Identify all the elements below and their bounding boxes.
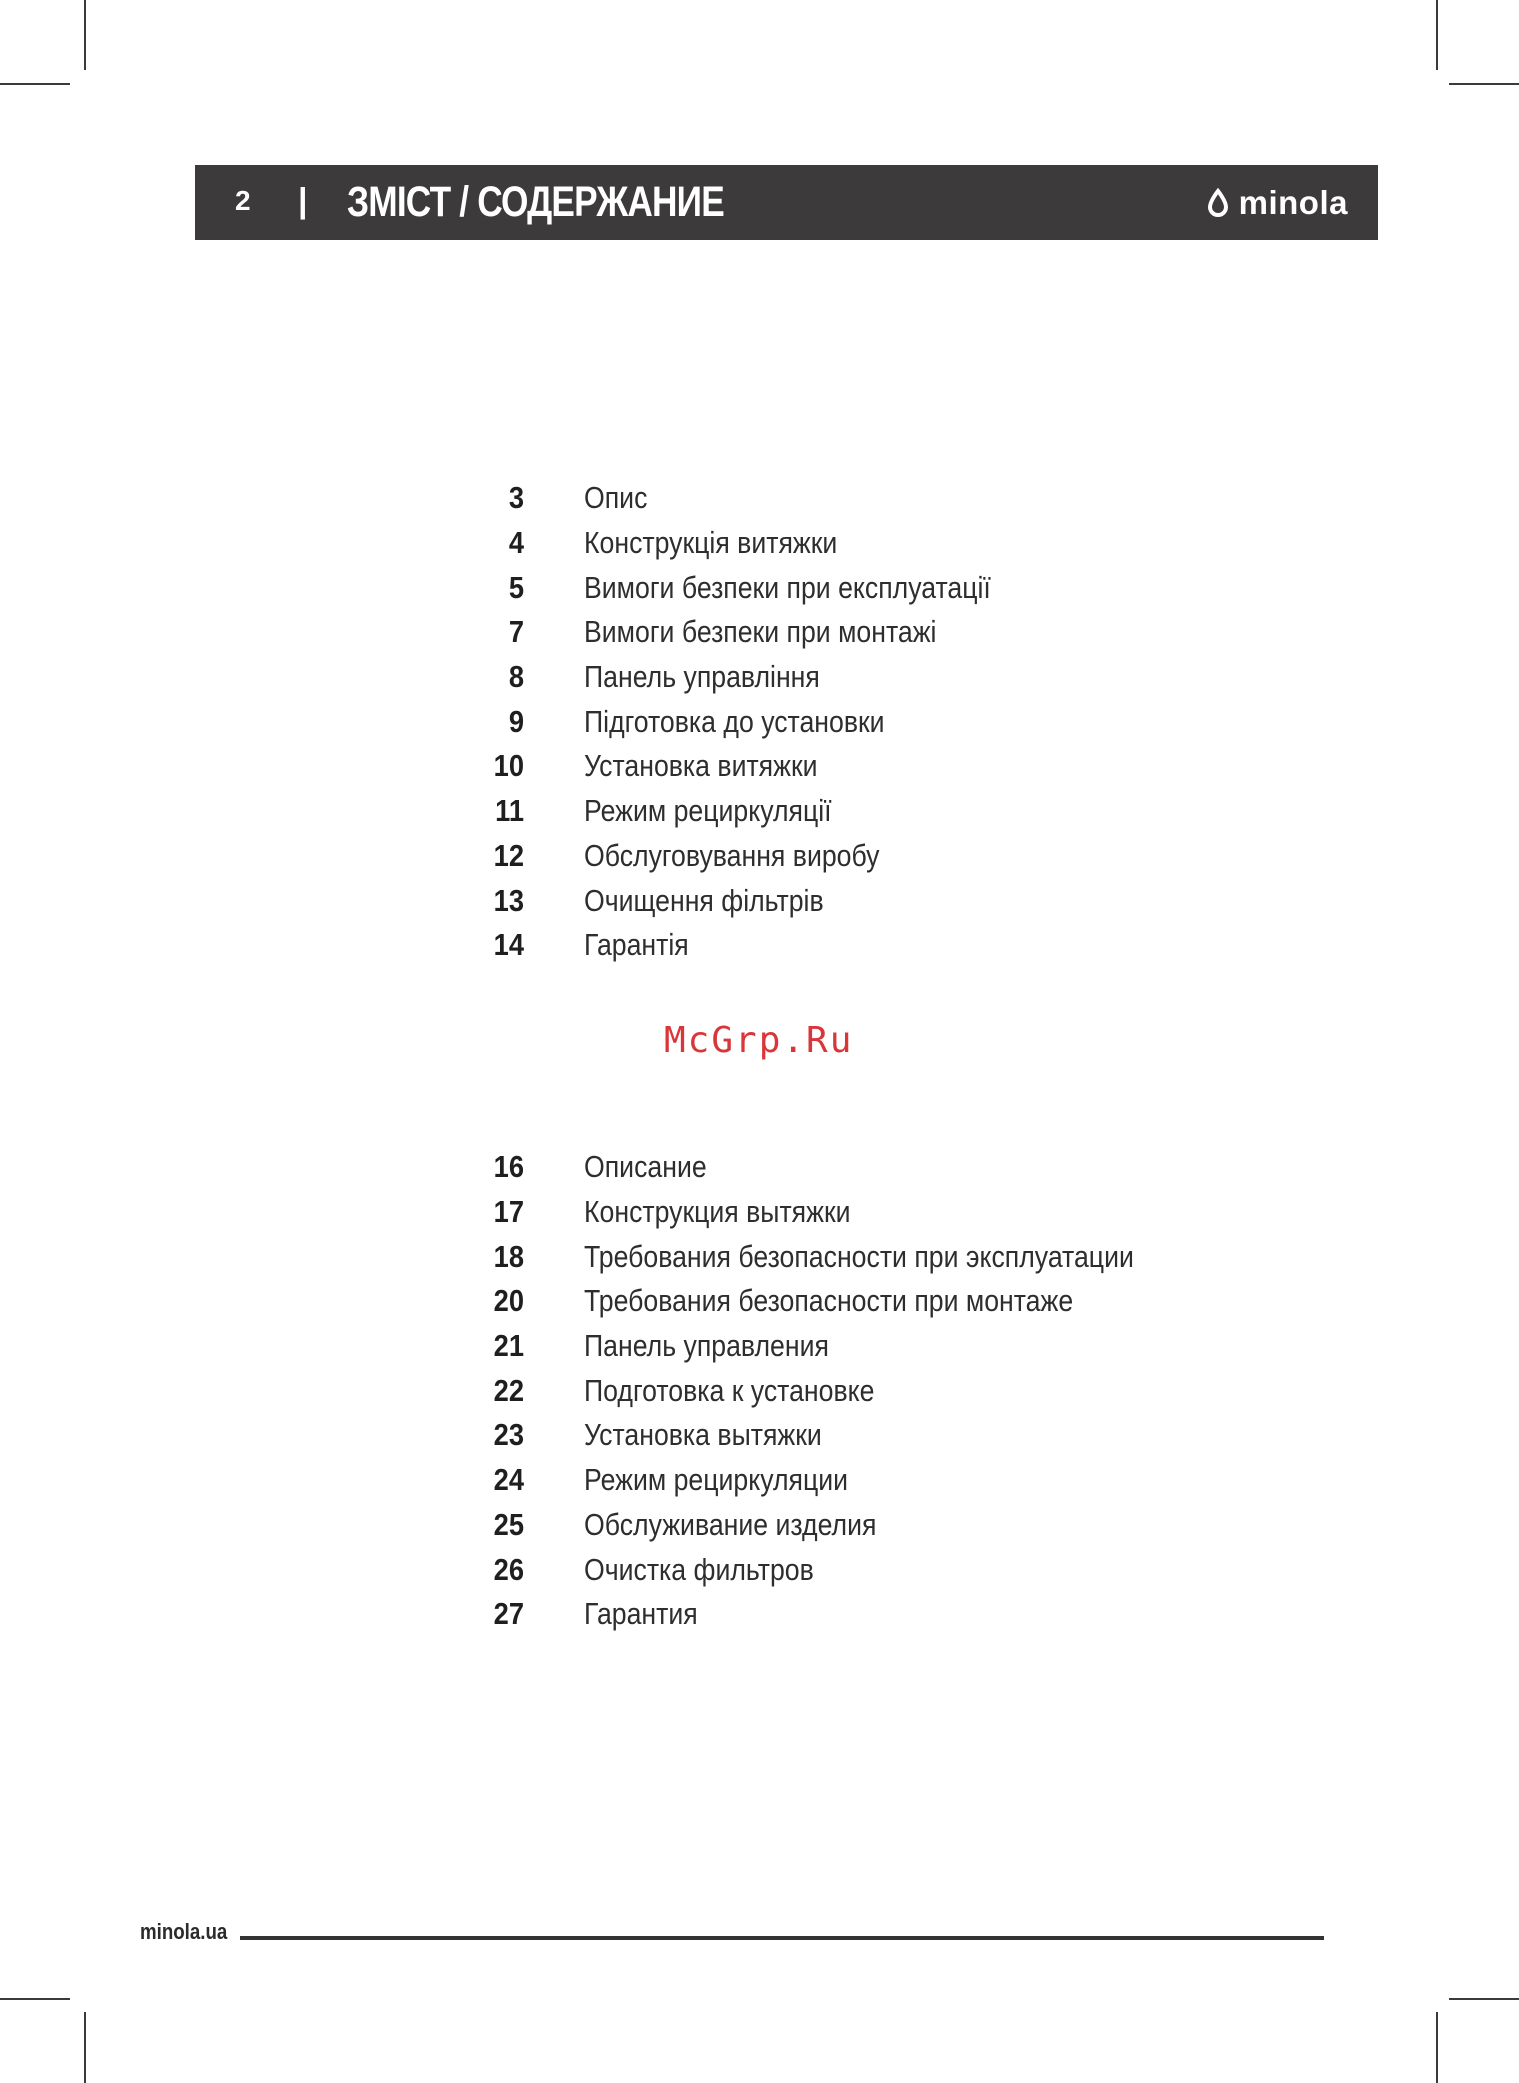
toc-entry[interactable] — [470, 565, 1057, 610]
toc-entry-title: Описание — [584, 1149, 707, 1185]
toc-entry[interactable] — [470, 1503, 1223, 1548]
toc-entry[interactable] — [470, 1145, 1223, 1190]
toc-entry-title: Конструкція витяжки — [584, 525, 838, 561]
toc-entry[interactable] — [470, 476, 1057, 521]
toc-russian — [470, 1145, 1223, 1637]
watermark: McGrp.Ru — [664, 1020, 854, 1061]
toc-page-number: 10 — [493, 748, 524, 784]
toc-entry[interactable] — [470, 1458, 1223, 1503]
crop-mark — [0, 1998, 70, 2000]
crop-mark — [1449, 83, 1519, 85]
toc-entry[interactable] — [470, 1368, 1223, 1413]
header-separator: | — [298, 182, 308, 220]
toc-page-number: 20 — [493, 1283, 524, 1319]
toc-page-number: 14 — [493, 927, 524, 963]
toc-entry-title: Обслуживание изделия — [584, 1506, 877, 1542]
crop-mark — [1436, 0, 1438, 70]
crop-mark — [84, 2012, 86, 2083]
toc-entry[interactable] — [470, 521, 1057, 566]
toc-entry[interactable] — [470, 1547, 1223, 1592]
toc-entry[interactable] — [470, 1234, 1223, 1279]
toc-page-number: 4 — [508, 525, 524, 561]
toc-entry[interactable] — [470, 744, 1057, 789]
toc-entry[interactable] — [470, 923, 1057, 968]
toc-entry-title: Режим рециркуляції — [584, 793, 832, 829]
toc-page-number: 26 — [493, 1551, 524, 1587]
toc-entry[interactable] — [470, 1324, 1223, 1369]
toc-entry-title: Конструкция вытяжки — [584, 1194, 851, 1230]
toc-page-number: 18 — [493, 1238, 524, 1274]
toc-page-number: 5 — [508, 569, 524, 605]
toc-entry[interactable] — [470, 610, 1057, 655]
footer-website[interactable]: minola.ua — [140, 1919, 228, 1944]
brand-logo — [1205, 185, 1348, 221]
toc-entry[interactable] — [470, 655, 1057, 700]
toc-entry-title: Обслуговування виробу — [584, 837, 880, 873]
crop-mark — [1449, 1998, 1519, 2000]
toc-entry[interactable] — [470, 1592, 1223, 1637]
toc-page-number: 22 — [493, 1372, 524, 1408]
toc-page-number: 11 — [495, 793, 524, 829]
toc-entry-title: Подготовка к установке — [584, 1372, 875, 1408]
toc-entry-title: Установка витяжки — [584, 748, 818, 784]
toc-page-number: 8 — [508, 659, 524, 695]
toc-entry-title: Режим рециркуляции — [584, 1462, 849, 1498]
toc-entry-title: Очищення фільтрів — [584, 882, 824, 918]
page-header — [195, 165, 1378, 240]
toc-entry[interactable] — [470, 878, 1057, 923]
toc-page-number: 3 — [508, 480, 524, 516]
toc-ukrainian — [470, 476, 1057, 968]
toc-entry-title: Підготовка до установки — [584, 703, 885, 739]
toc-entry[interactable] — [470, 789, 1057, 834]
toc-entry-title: Установка вытяжки — [584, 1417, 822, 1453]
toc-entry-title: Требования безопасности при эксплуатации — [584, 1238, 1134, 1274]
crop-mark — [84, 0, 86, 70]
droplet-icon — [1205, 188, 1231, 218]
toc-entry-title: Очистка фильтров — [584, 1551, 814, 1587]
toc-page-number: 21 — [493, 1328, 524, 1364]
toc-entry[interactable] — [470, 699, 1057, 744]
toc-page-number: 17 — [493, 1194, 524, 1230]
crop-mark — [0, 83, 70, 85]
page-title: ЗМІСТ / СОДЕРЖАНИЕ — [347, 178, 724, 226]
toc-page-number: 23 — [493, 1417, 524, 1453]
crop-mark — [1436, 2012, 1438, 2083]
toc-entry-title: Вимоги безпеки при експлуатації — [584, 569, 991, 605]
footer-divider — [240, 1936, 1324, 1940]
toc-page-number: 12 — [493, 837, 524, 873]
toc-page-number: 7 — [508, 614, 524, 650]
toc-page-number: 27 — [493, 1596, 524, 1632]
page-number: 2 — [235, 185, 251, 216]
toc-entry-title: Панель управления — [584, 1328, 829, 1364]
toc-entry[interactable] — [470, 1413, 1223, 1458]
toc-entry-title: Опис — [584, 480, 648, 516]
toc-entry-title: Панель управління — [584, 659, 820, 695]
toc-page-number: 25 — [493, 1506, 524, 1542]
toc-entry-title: Вимоги безпеки при монтажі — [584, 614, 937, 650]
toc-page-number: 24 — [493, 1462, 524, 1498]
toc-entry-title: Требования безопасности при монтаже — [584, 1283, 1074, 1319]
toc-entry[interactable] — [470, 834, 1057, 879]
toc-entry[interactable] — [470, 1279, 1223, 1324]
toc-entry-title: Гарантія — [584, 927, 689, 963]
toc-page-number: 13 — [493, 882, 524, 918]
toc-page-number: 9 — [508, 703, 524, 739]
toc-entry[interactable] — [470, 1190, 1223, 1235]
brand-name: minola — [1238, 184, 1348, 221]
toc-entry-title: Гарантия — [584, 1596, 698, 1632]
toc-page-number: 16 — [493, 1149, 524, 1185]
